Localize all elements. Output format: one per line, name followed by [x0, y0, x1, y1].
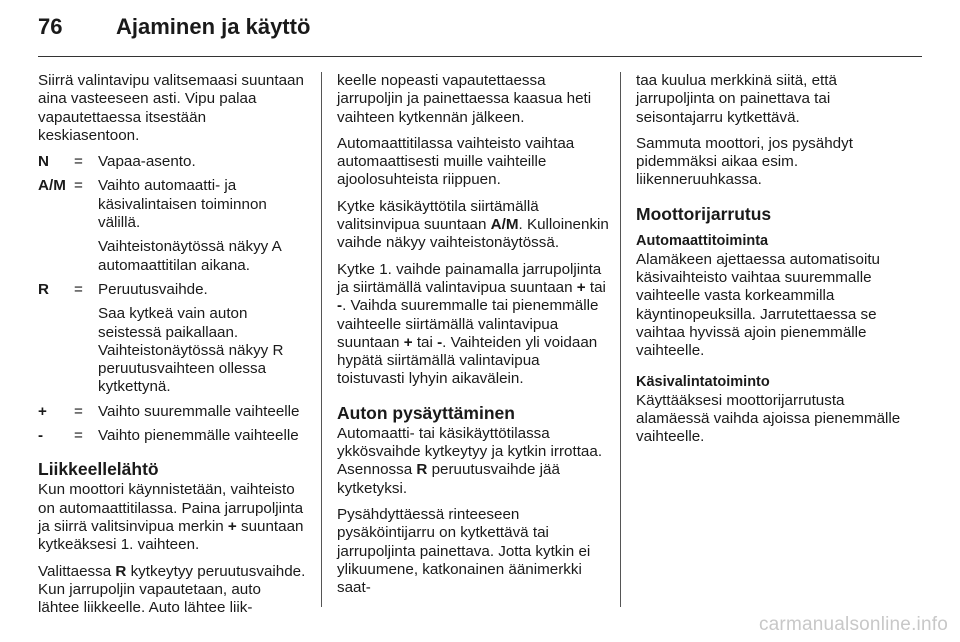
paragraph: Alamäkeen ajettaessa automatisoitu käsivaihteisto vaihtaa suuremmalle vaihteelle vasta korkeammilla käyntinopeuksilla. Jarrutettaessa se vaihtaa hyvissä ajoin pienemmälle vaihteelle.	[636, 250, 880, 360]
definition-equals: =	[74, 153, 83, 171]
page-header	[38, 14, 310, 54]
text-run: . Vaihteiden yli voidaan hypätä siirtämällä valintavipua toistuvasti lyhyin aikavälein.	[337, 333, 598, 388]
text-run: Kytke 1. vaihde painamalla jarrupoljinta ja siirtämällä valintavipua suuntaan	[337, 260, 602, 296]
text-run: suuntaan kytkeäksesi 1. vaihteen.	[38, 517, 304, 554]
text-run: tai	[585, 278, 606, 296]
definition-text: Vaihto pienemmälle vaihteelle	[98, 427, 299, 445]
definition-equals: =	[74, 402, 83, 420]
paragraph: Käyttääksesi moottorijarrutusta alamäessä vaihda ajoissa pienemmälle vaihteelle.	[636, 391, 901, 446]
column-2	[337, 72, 609, 605]
definition-key: +	[38, 402, 47, 420]
paragraph: keelle nopeasti vapautettaessa jarrupoljin ja painettaessa kaasua heti vaihteen kytkennän jälkeen.	[337, 72, 592, 126]
definition-key: A/M	[38, 177, 66, 195]
text-run: . Kulloinenkin vaihde näkyy vaihteistonäytössä.	[337, 216, 609, 252]
start-paragraph-1	[38, 481, 306, 554]
paragraph	[337, 425, 609, 498]
subheading-manual: Käsivalintatoiminto	[636, 373, 770, 390]
definition-am	[38, 177, 306, 232]
start-paragraph-2	[38, 563, 306, 618]
text-run: Kytke käsikäyttötila siirtämällä valitsinvipua suuntaan	[337, 197, 539, 234]
intro-paragraph: Siirrä valintavipu valitsemaasi suuntaan aina vasteeseen asti. Vipu palaa vapautettaessa itsestään keskiasentoon.	[38, 72, 304, 144]
bold-run: -	[437, 333, 443, 351]
text-run: peruutusvaihde jää kytketyksi.	[337, 461, 560, 497]
definition-text: Peruutusvaihde.	[98, 280, 208, 298]
definition-equals: =	[74, 427, 83, 445]
definition-minus	[38, 427, 306, 445]
bold-run: +	[576, 278, 586, 296]
page-title: Ajaminen ja käyttö	[116, 14, 311, 39]
section-heading-engine-braking: Moottorijarrutus	[636, 203, 772, 224]
bold-run: +	[403, 333, 413, 351]
definition-r	[38, 281, 306, 299]
section-heading-stopping: Auton pysäyttäminen	[337, 402, 515, 423]
definition-n	[38, 153, 306, 171]
bold-run: A/M	[490, 216, 519, 234]
definition-plus	[38, 403, 306, 421]
text-run: Valittaessa	[38, 562, 116, 580]
watermark: carmanualsonline.info	[758, 614, 948, 635]
paragraph: Sammuta moottori, jos pysähdyt pidemmäksi aikaa esim. liikenneruuhkassa.	[636, 134, 853, 189]
text-run: . Vaihda suuremmalle tai pienemmälle vaihteelle siirtämällä valintavipua suuntaan	[337, 297, 599, 351]
text-run: Kun moottori käynnistetään, vaihteisto on automaattitilassa. Paina jarrupoljinta ja siirrä valitsinvipua merkin	[38, 481, 304, 535]
bold-run: +	[227, 517, 237, 535]
header-rule	[38, 56, 922, 57]
definition-key: -	[38, 427, 44, 445]
definition-note: Vaihteistonäytössä näkyy A automaattitilan aikana.	[98, 238, 281, 274]
column-divider-2	[620, 72, 621, 607]
column-divider-1	[321, 72, 322, 607]
subheading-automatic: Automaattitoiminta	[636, 232, 769, 249]
gear-definition-list	[38, 153, 306, 445]
definition-key: N	[38, 153, 49, 171]
definition-key: R	[38, 280, 49, 298]
definition-equals: =	[74, 177, 83, 195]
column-3	[636, 72, 912, 454]
definition-note: Saa kytkeä vain auton seistessä paikallaan. Vaihteistonäytössä näkyy R peruutusvaihteen ollessa kytkettynä.	[98, 305, 284, 396]
paragraph	[337, 198, 609, 253]
bold-run: R	[416, 461, 428, 479]
definition-text: Vapaa-asento.	[98, 153, 196, 171]
text-run: tai	[412, 333, 438, 351]
definition-text: Vaihto automaatti- ja käsivalintaisen toiminnon välillä.	[98, 177, 267, 232]
section-heading-start: Liikkeellelähtö	[38, 459, 159, 480]
bold-run: R	[115, 562, 127, 580]
paragraph: Automaattitilassa vaihteisto vaihtaa automaattisesti muille vaihteille ajoolosuhteista riippuen.	[337, 134, 575, 189]
text-run: kytkeytyy peruutusvaihde. Kun jarrupoljin vapautetaan, auto lähtee liikkeelle. Auto lähtee liik-	[38, 562, 306, 617]
paragraph	[337, 261, 609, 389]
paragraph: taa kuulua merkkinä siitä, että jarrupoljinta on painettava tai seisontajarru kytkettävä.	[636, 72, 837, 126]
definition-equals: =	[74, 280, 83, 298]
paragraph: Pysähdyttäessä rinteeseen pysäköintijarru on kytkettävä tai jarrupoljinta painettava. Jotta kytkin ei ylikuumene, katkonainen äänimerkki saat-	[337, 505, 591, 597]
text-run: Automaatti- tai käsikäyttötilassa ykkösvaihde kytkeytyy ja kytkin irrottaa. Asennossa	[337, 424, 603, 479]
bold-run: -	[337, 297, 343, 315]
page-number: 76	[38, 14, 63, 39]
definition-text: Vaihto suuremmalle vaihteelle	[98, 402, 300, 420]
column-1	[38, 72, 306, 625]
